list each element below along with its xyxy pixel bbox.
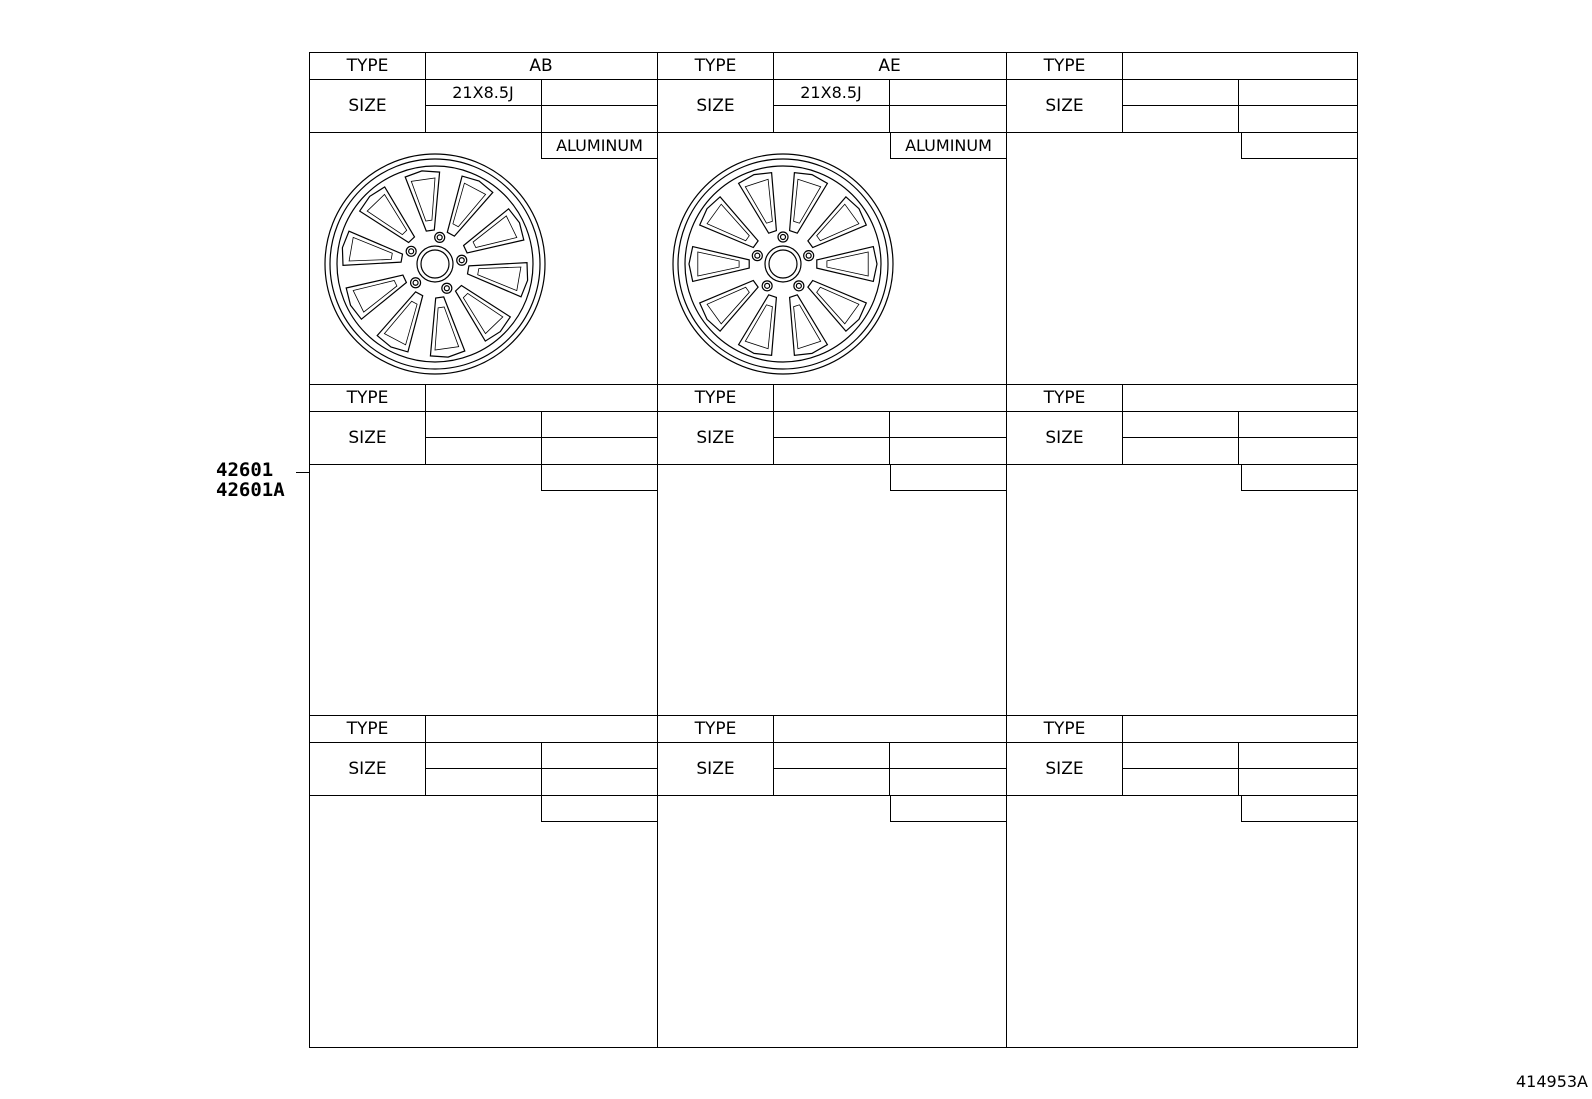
size-value: 21X8.5J bbox=[425, 79, 542, 106]
size-label: SIZE bbox=[658, 742, 774, 795]
material-box bbox=[541, 464, 657, 491]
type-value bbox=[425, 385, 657, 411]
size-blank-right bbox=[541, 742, 657, 769]
material-box bbox=[1241, 132, 1357, 159]
type-row bbox=[1007, 716, 1357, 743]
size-label: SIZE bbox=[310, 79, 426, 132]
type-row bbox=[310, 716, 657, 743]
material-box: ALUMINUM bbox=[890, 132, 1006, 159]
size-blank bbox=[1122, 105, 1239, 132]
size-value bbox=[1122, 411, 1239, 438]
type-value: AB bbox=[529, 56, 553, 76]
type-row bbox=[658, 53, 1006, 80]
size-blank-right bbox=[889, 742, 1006, 769]
spoked-wheel-icon bbox=[322, 151, 548, 377]
size-value bbox=[773, 742, 890, 769]
wheel-type-grid bbox=[309, 52, 1358, 1048]
size-blank-right bbox=[541, 79, 657, 106]
type-value: AE bbox=[878, 56, 901, 76]
size-label: SIZE bbox=[1007, 79, 1123, 132]
type-value bbox=[773, 385, 1006, 411]
size-row bbox=[658, 742, 1006, 796]
type-label: TYPE bbox=[658, 716, 774, 742]
size-blank bbox=[773, 768, 890, 795]
size-blank-right bbox=[541, 411, 657, 438]
wheel-cell-6 bbox=[1007, 384, 1357, 715]
size-blank-right bbox=[1238, 411, 1357, 438]
size-blank-right bbox=[1238, 79, 1357, 106]
wheel-cell-7 bbox=[310, 715, 658, 1047]
size-blank-right bbox=[889, 411, 1006, 438]
size-row bbox=[310, 411, 657, 465]
type-label: TYPE bbox=[310, 53, 426, 79]
material-box bbox=[890, 795, 1006, 822]
size-label: SIZE bbox=[1007, 742, 1123, 795]
size-label: SIZE bbox=[658, 79, 774, 132]
size-label: SIZE bbox=[658, 411, 774, 464]
size-blank-right bbox=[1238, 742, 1357, 769]
size-blank bbox=[1122, 768, 1239, 795]
part-number-label bbox=[216, 460, 285, 500]
size-value: 21X8.5J bbox=[773, 79, 890, 106]
type-label: TYPE bbox=[658, 385, 774, 411]
size-value bbox=[425, 411, 542, 438]
material-box: ALUMINUM bbox=[541, 132, 657, 159]
type-row bbox=[1007, 385, 1357, 412]
type-row bbox=[310, 385, 657, 412]
type-value bbox=[1122, 53, 1357, 79]
part-number-1: 42601 bbox=[216, 459, 274, 481]
type-label: TYPE bbox=[310, 385, 426, 411]
size-blank bbox=[1122, 437, 1239, 464]
size-blank-right bbox=[889, 79, 1006, 106]
wheel-cell-4 bbox=[310, 384, 658, 715]
size-label: SIZE bbox=[310, 411, 426, 464]
wheel-cell-1 bbox=[310, 53, 658, 384]
wheel-cell-9 bbox=[1007, 715, 1357, 1047]
size-label: SIZE bbox=[310, 742, 426, 795]
type-label: TYPE bbox=[1007, 53, 1123, 79]
size-label: SIZE bbox=[1007, 411, 1123, 464]
size-row bbox=[310, 79, 657, 133]
size-value bbox=[773, 411, 890, 438]
type-label: TYPE bbox=[1007, 716, 1123, 742]
leader-line bbox=[296, 472, 310, 473]
size-row bbox=[1007, 411, 1357, 465]
wheel-cell-2 bbox=[658, 53, 1007, 384]
part-number-2: 42601A bbox=[216, 479, 285, 501]
type-row bbox=[310, 53, 657, 80]
wheel-cell-3 bbox=[1007, 53, 1357, 384]
size-value bbox=[1122, 79, 1239, 106]
size-row bbox=[658, 79, 1006, 133]
size-value bbox=[425, 742, 542, 769]
size-value bbox=[1122, 742, 1239, 769]
type-label: TYPE bbox=[1007, 385, 1123, 411]
material-box bbox=[1241, 464, 1357, 491]
type-label: TYPE bbox=[658, 53, 774, 79]
size-blank bbox=[425, 105, 542, 132]
type-label: TYPE bbox=[310, 716, 426, 742]
type-row bbox=[658, 716, 1006, 743]
material-box bbox=[890, 464, 1006, 491]
material-box bbox=[1241, 795, 1357, 822]
size-blank bbox=[773, 437, 890, 464]
wheel-cell-8 bbox=[658, 715, 1007, 1047]
diagram-code: 414953A bbox=[1515, 1072, 1588, 1091]
spoked-wheel-icon bbox=[670, 151, 896, 377]
type-value bbox=[425, 716, 657, 742]
size-blank bbox=[773, 105, 890, 132]
size-row bbox=[1007, 742, 1357, 796]
wheel-cell-5 bbox=[658, 384, 1007, 715]
size-blank bbox=[425, 768, 542, 795]
size-row bbox=[310, 742, 657, 796]
type-row bbox=[658, 385, 1006, 412]
type-value bbox=[1122, 385, 1357, 411]
size-row bbox=[1007, 79, 1357, 133]
type-value bbox=[1122, 716, 1357, 742]
material-box bbox=[541, 795, 657, 822]
type-value bbox=[773, 716, 1006, 742]
type-row bbox=[1007, 53, 1357, 80]
size-row bbox=[658, 411, 1006, 465]
size-blank bbox=[425, 437, 542, 464]
